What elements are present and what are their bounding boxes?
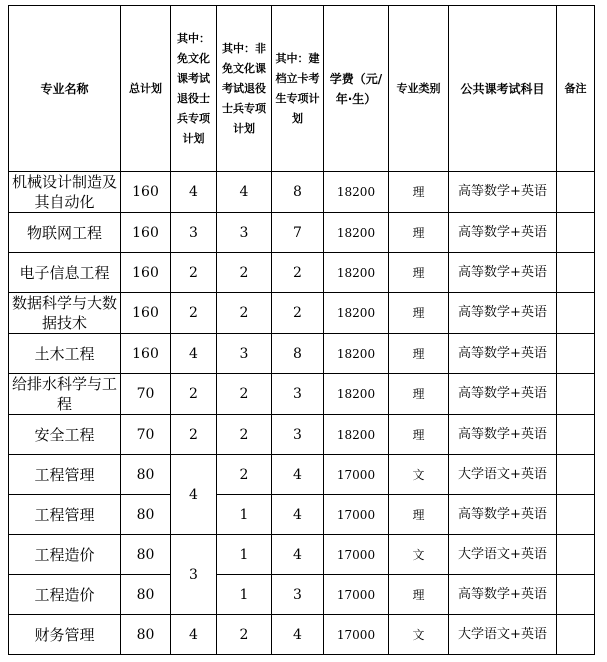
table-row [9,293,595,334]
table-row [9,253,595,293]
header-remark: 备注 [557,6,595,172]
total-plan: 160 [121,334,171,374]
exempt-plan: 2 [171,293,217,334]
exempt-plan: 2 [171,253,217,293]
nonexempt-plan: 4 [217,172,272,213]
exam-subjects: 高等数学+英语 [449,334,557,374]
poverty-plan: 4 [272,495,324,535]
tuition: 18200 [324,213,389,253]
exam-subjects: 大学语文+英语 [449,455,557,495]
table-row [9,575,595,615]
category: 理 [389,253,449,293]
header-exempt-plan: 其中：免文化课考试退役士兵专项计划 [171,6,217,172]
remark [557,455,595,495]
nonexempt-plan: 2 [217,455,272,495]
total-plan: 80 [121,575,171,615]
table-row [9,172,595,213]
category: 理 [389,495,449,535]
total-plan: 80 [121,535,171,575]
category: 理 [389,213,449,253]
table-row [9,415,595,455]
category: 文 [389,615,449,655]
tuition: 18200 [324,293,389,334]
major-name: 机械设计制造及其自动化 [9,172,121,213]
exempt-plan: 3 [171,213,217,253]
major-name: 工程造价 [9,535,121,575]
exempt-plan: 4 [171,172,217,213]
category: 理 [389,334,449,374]
nonexempt-plan: 3 [217,213,272,253]
tuition: 17000 [324,455,389,495]
exempt-plan-merged: 4 [171,455,217,535]
nonexempt-plan: 2 [217,615,272,655]
remark [557,535,595,575]
major-name: 土木工程 [9,334,121,374]
poverty-plan: 8 [272,172,324,213]
total-plan: 160 [121,293,171,334]
category: 理 [389,374,449,415]
poverty-plan: 8 [272,334,324,374]
major-name: 电子信息工程 [9,253,121,293]
header-category: 专业类别 [389,6,449,172]
category: 文 [389,455,449,495]
exam-subjects: 高等数学+英语 [449,495,557,535]
tuition: 18200 [324,334,389,374]
nonexempt-plan: 1 [217,575,272,615]
header-poverty-plan: 其中：建档立卡考生专项计划 [272,6,324,172]
header-total: 总计划 [121,6,171,172]
major-name: 财务管理 [9,615,121,655]
header-major: 专业名称 [9,6,121,172]
remark [557,172,595,213]
table-row [9,455,595,495]
major-name: 工程管理 [9,455,121,495]
exam-subjects: 高等数学+英语 [449,374,557,415]
exempt-plan-merged: 3 [171,535,217,615]
category: 理 [389,415,449,455]
remark [557,253,595,293]
nonexempt-plan: 2 [217,415,272,455]
table-row [9,374,595,415]
enrollment-plan-table [8,5,595,655]
exam-subjects: 高等数学+英语 [449,172,557,213]
exam-subjects: 大学语文+英语 [449,535,557,575]
exam-subjects: 大学语文+英语 [449,615,557,655]
category: 理 [389,172,449,213]
total-plan: 70 [121,374,171,415]
major-name: 数据科学与大数据技术 [9,293,121,334]
tuition: 18200 [324,253,389,293]
category: 理 [389,575,449,615]
poverty-plan: 4 [272,455,324,495]
major-name: 物联网工程 [9,213,121,253]
major-name: 安全工程 [9,415,121,455]
category: 文 [389,535,449,575]
exam-subjects: 高等数学+英语 [449,253,557,293]
remark [557,334,595,374]
exam-subjects: 高等数学+英语 [449,415,557,455]
poverty-plan: 4 [272,535,324,575]
nonexempt-plan: 2 [217,253,272,293]
table-row [9,213,595,253]
remark [557,374,595,415]
total-plan: 160 [121,213,171,253]
total-plan: 70 [121,415,171,455]
tuition: 18200 [324,374,389,415]
category: 理 [389,293,449,334]
exempt-plan: 2 [171,415,217,455]
tuition: 17000 [324,535,389,575]
total-plan: 80 [121,615,171,655]
table-row [9,535,595,575]
remark [557,415,595,455]
header-nonexempt-plan: 其中：非免文化课考试退役士兵专项计划 [217,6,272,172]
poverty-plan: 4 [272,615,324,655]
poverty-plan: 3 [272,415,324,455]
exempt-plan: 4 [171,615,217,655]
poverty-plan: 3 [272,575,324,615]
remark [557,575,595,615]
poverty-plan: 2 [272,253,324,293]
remark [557,495,595,535]
exempt-plan: 4 [171,334,217,374]
table-row [9,334,595,374]
total-plan: 80 [121,455,171,495]
header-tuition: 学费（元/年·生） [324,6,389,172]
nonexempt-plan: 1 [217,495,272,535]
nonexempt-plan: 3 [217,334,272,374]
total-plan: 160 [121,253,171,293]
exam-subjects: 高等数学+英语 [449,213,557,253]
header-row [9,6,595,172]
remark [557,213,595,253]
tuition: 18200 [324,415,389,455]
total-plan: 160 [121,172,171,213]
nonexempt-plan: 2 [217,293,272,334]
poverty-plan: 2 [272,293,324,334]
remark [557,615,595,655]
major-name: 给排水科学与工程 [9,374,121,415]
tuition: 17000 [324,615,389,655]
exempt-plan: 2 [171,374,217,415]
exam-subjects: 高等数学+英语 [449,293,557,334]
major-name: 工程管理 [9,495,121,535]
total-plan: 80 [121,495,171,535]
table-row [9,615,595,655]
remark [557,293,595,334]
tuition: 17000 [324,575,389,615]
poverty-plan: 3 [272,374,324,415]
tuition: 17000 [324,495,389,535]
poverty-plan: 7 [272,213,324,253]
nonexempt-plan: 1 [217,535,272,575]
major-name: 工程造价 [9,575,121,615]
exam-subjects: 高等数学+英语 [449,575,557,615]
header-subjects: 公共课考试科目 [449,6,557,172]
nonexempt-plan: 2 [217,374,272,415]
tuition: 18200 [324,172,389,213]
table-row [9,495,595,535]
